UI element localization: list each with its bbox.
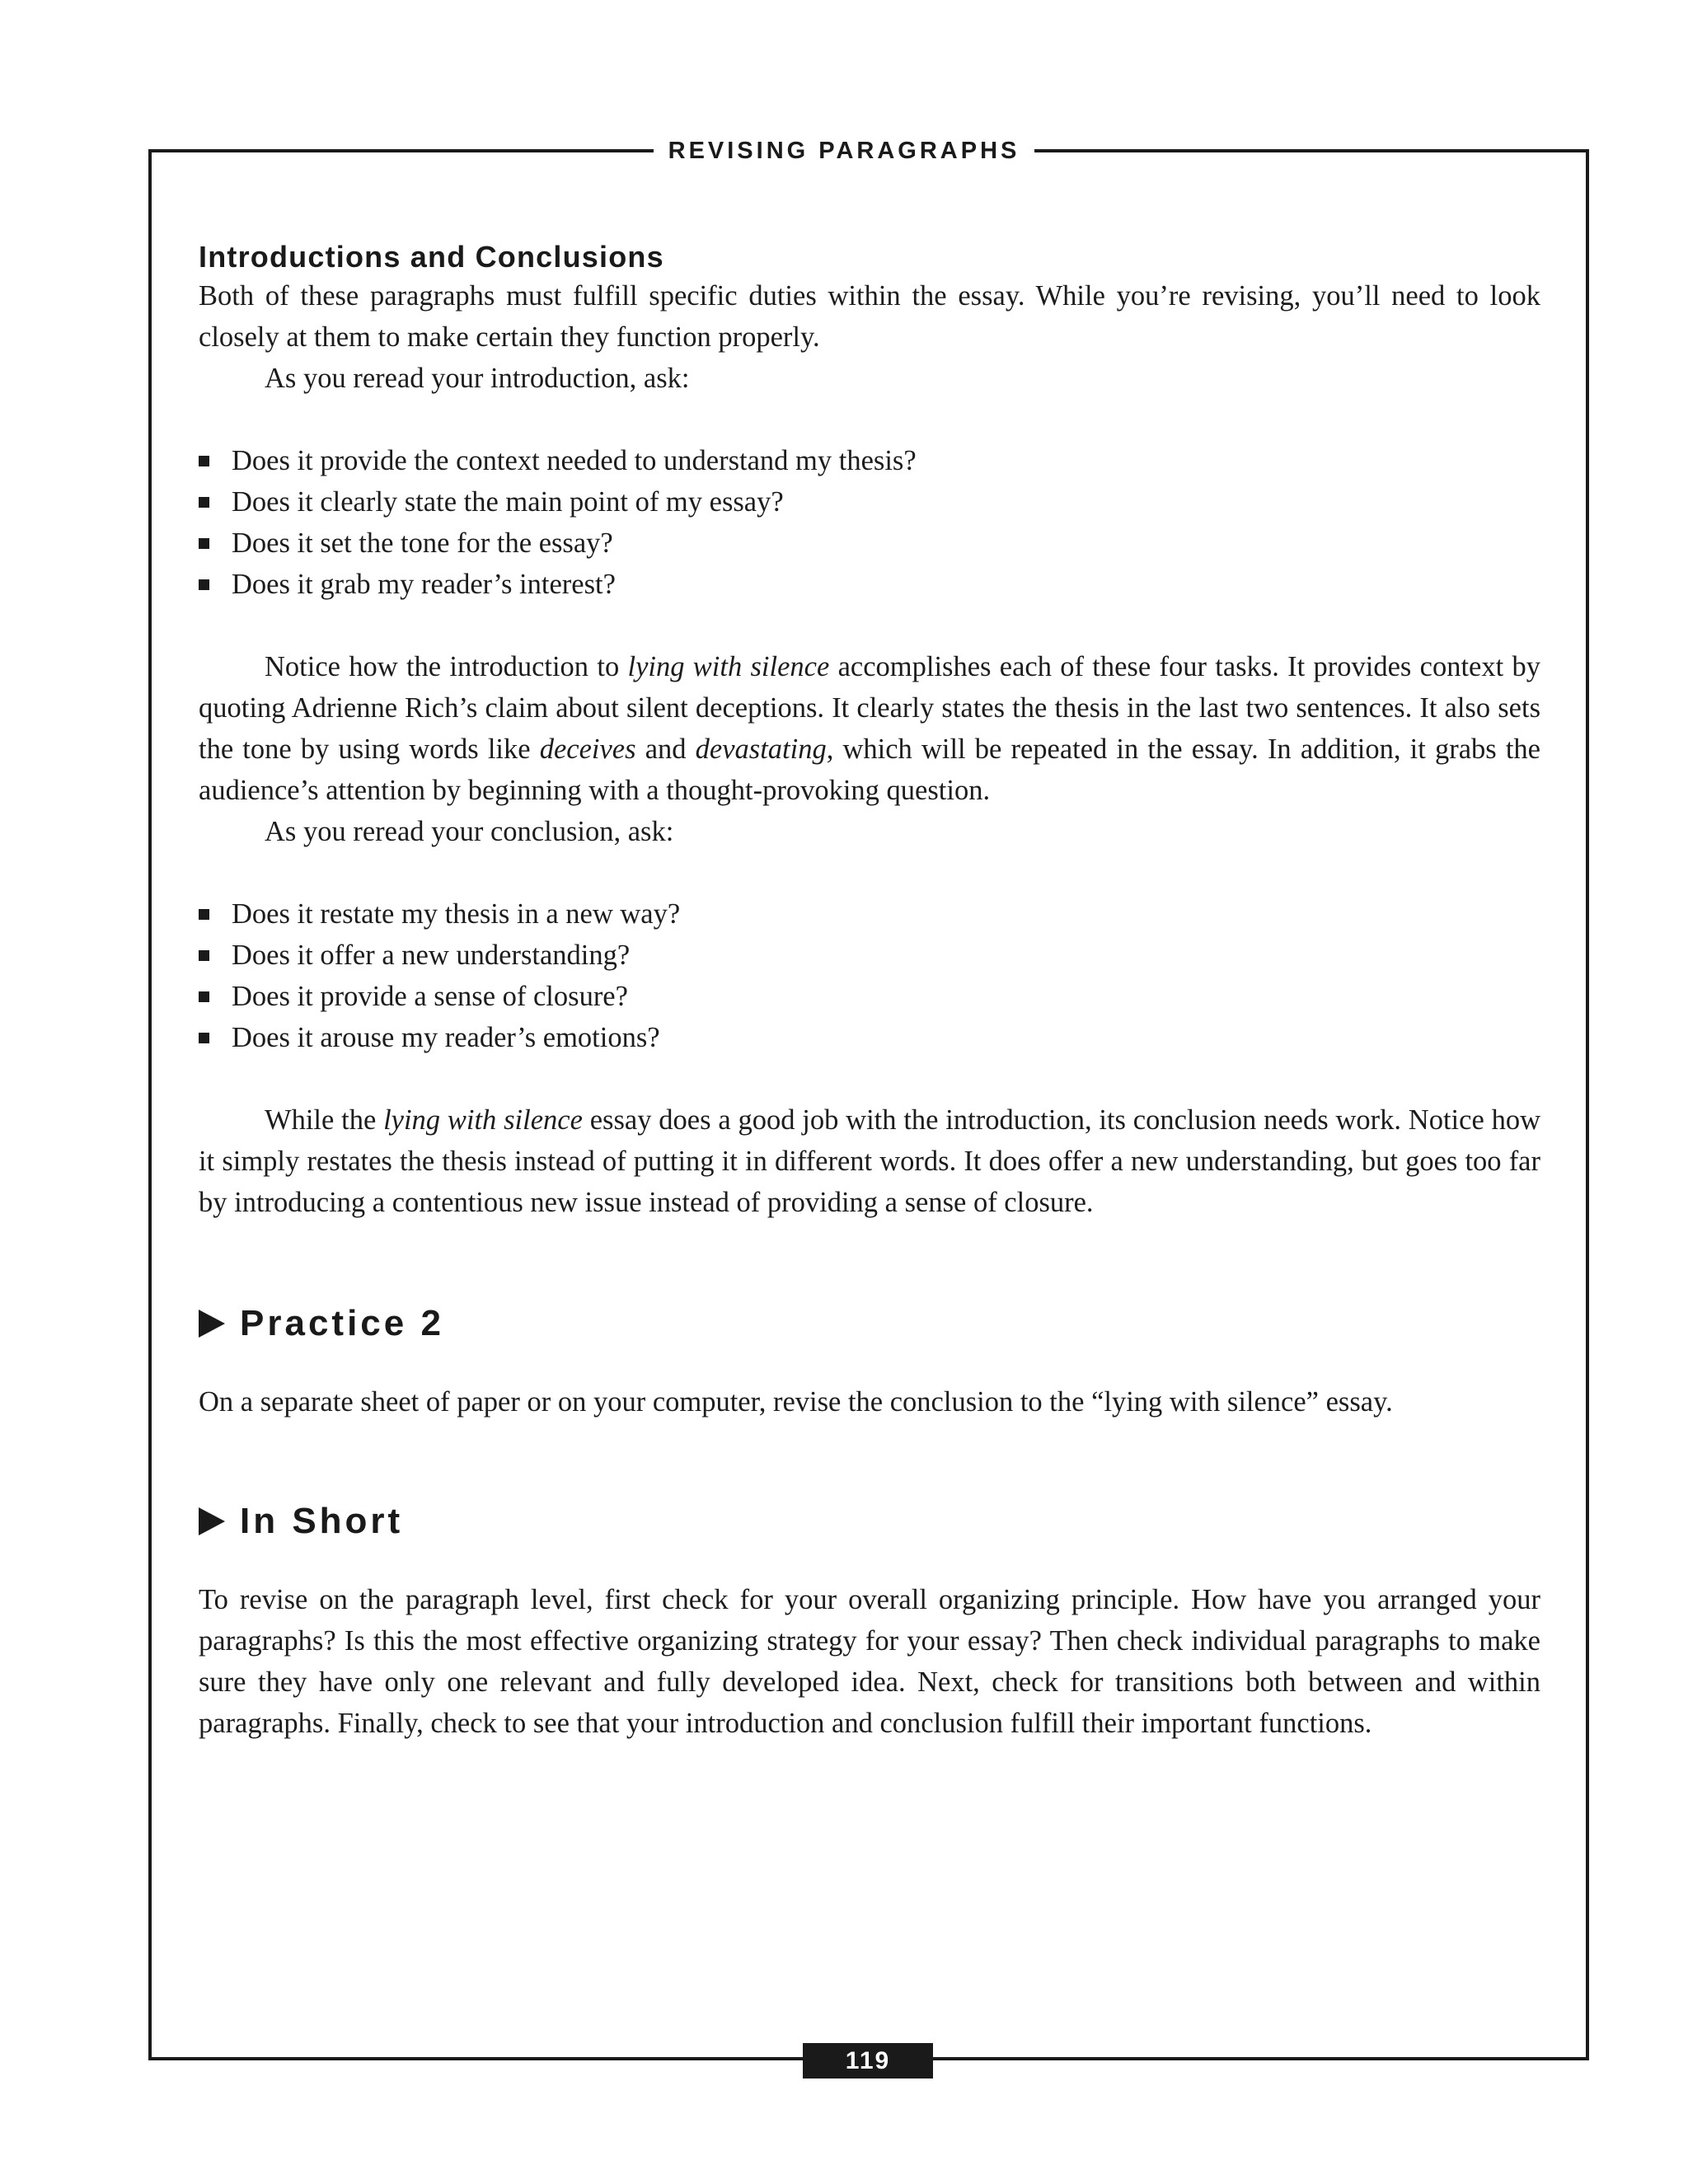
- bullet-square-icon: [199, 497, 209, 508]
- intro-questions-list: [199, 440, 1540, 605]
- bullet-square-icon: [199, 909, 209, 920]
- running-head: [0, 136, 1688, 166]
- play-triangle-icon: [199, 1507, 225, 1535]
- list-item: Does it provide a sense of closure?: [199, 976, 1540, 1017]
- play-triangle-icon: [199, 1310, 225, 1338]
- page-number: 119: [803, 2043, 933, 2079]
- list-item: Does it grab my reader’s interest?: [199, 564, 1540, 605]
- bullet-square-icon: [199, 1033, 209, 1043]
- bullet-square-icon: [199, 456, 209, 466]
- list-item: Does it arouse my reader’s emotions?: [199, 1017, 1540, 1058]
- running-head-text: REVISING PARAGRAPHS: [654, 136, 1035, 166]
- in-short-heading: In Short: [199, 1498, 1540, 1544]
- section-title: Introductions and Conclusions: [199, 240, 664, 274]
- practice-heading: Practice 2: [199, 1301, 1540, 1347]
- page-content: [199, 239, 1540, 1744]
- conclusion-prompt: As you reread your conclusion, ask:: [265, 816, 674, 847]
- intro-paragraph: Both of these paragraphs must fulfill specific duties within the essay. While you’re revising, you’ll need to look closely at them to make certain they function properly.: [199, 280, 1540, 353]
- list-item: Does it set the tone for the essay?: [199, 523, 1540, 564]
- in-short-text: To revise on the paragraph level, first check for your overall organizing principle. How have you arranged your paragraphs? Is this the most effective organizing strategy for your essay? Then check individual paragraphs to make sure they have only one relevant and fully developed idea. Next, check for transitions both between and within paragraphs. Finally, check to see that your introduction and conclusion fulfill their important functions.: [199, 1584, 1540, 1739]
- list-item: Does it provide the context needed to understand my thesis?: [199, 440, 1540, 481]
- practice-text: On a separate sheet of paper or on your computer, revise the conclusion to the “lying with silence” essay.: [199, 1386, 1393, 1418]
- bullet-square-icon: [199, 538, 209, 549]
- bullet-square-icon: [199, 991, 209, 1002]
- bullet-square-icon: [199, 579, 209, 590]
- list-item: Does it clearly state the main point of my essay?: [199, 481, 1540, 523]
- list-item: Does it offer a new understanding?: [199, 935, 1540, 976]
- bullet-square-icon: [199, 950, 209, 961]
- conclusion-analysis-paragraph: While the lying with silence essay does a good job with the introduction, its conclusion needs work. Notice how it simply restates the thesis instead of putting it in different words. It does offer a new understanding, but goes too far by introducing a contentious new issue instead of providing a sense of closure.: [199, 1104, 1540, 1218]
- list-item: Does it restate my thesis in a new way?: [199, 893, 1540, 935]
- intro-prompt: As you reread your introduction, ask:: [265, 363, 690, 394]
- intro-analysis-paragraph: Notice how the introduction to lying with silence accomplishes each of these four tasks. It provides context by quoting Adrienne Rich’s claim about silent deceptions. It clearly states the thesis in the last two sentences. It also sets the tone by using words like deceives and devastating, which will be repeated in the essay. In addition, it grabs the audience’s attention by beginning with a thought-provoking question.: [199, 651, 1540, 806]
- conclusion-questions-list: [199, 893, 1540, 1058]
